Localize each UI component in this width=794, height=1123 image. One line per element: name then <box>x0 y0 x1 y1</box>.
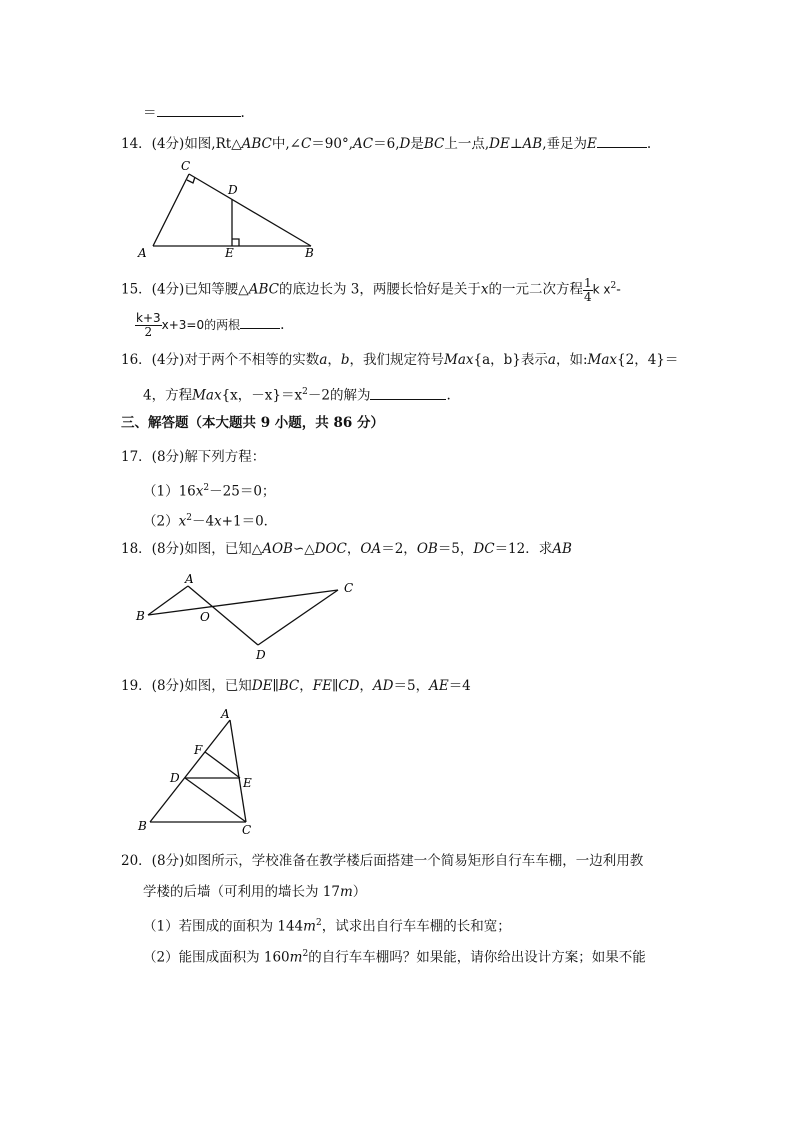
q17-part1: $(1)16x^2-25=0$； <box>143 483 276 500</box>
q15-line1: 15．(4分)已知等腰△ABC的底边长为 3，两腰长恰好是关于x的一元二次方程 $\frac{1}{4}$ k $x^2-$ <box>121 275 621 304</box>
q20-part2: （2）能围成面积为 $160m^2$的自行车车棚吗？如果能，请你给出设计方案；如果不能 <box>143 949 646 966</box>
fig-label-c: C <box>242 823 252 837</box>
fraction-one-quarter: $\frac{1}{4}$ <box>583 275 592 304</box>
fig-label-e: E <box>243 776 252 790</box>
fig-label-b: B <box>138 819 147 833</box>
q16-line1: 16．(4分)对于两个不相等的实数a，b，我们规定符号Max{a，b}表示a，如:Max{2，4}＝ <box>121 352 679 368</box>
fig-label-a: A <box>138 246 147 260</box>
q17-part2: $(2)x^2-4x+1=0$． <box>143 513 278 530</box>
fig-label-e: E <box>225 246 234 260</box>
answer-blank <box>597 135 647 148</box>
q19-text: 19．(8分)如图，已知DE∥BC，FE∥CD，AD＝5，AE＝4 <box>121 678 471 694</box>
q18-text: 18．(8分)如图，已知△AOB∽△DOC，OA＝2，OB＝5，DC＝12．求AB <box>121 541 572 557</box>
q14-figure <box>135 158 335 262</box>
q20-line1: 20．(8分)如图所示，学校准备在教学楼后面搭建一个简易矩形自行车车棚，一边利用教 <box>121 853 644 869</box>
fig-label-f: F <box>194 743 203 757</box>
answer-blank <box>157 104 241 117</box>
fig-label-d: D <box>228 183 238 197</box>
fig-label-a: A <box>221 707 230 721</box>
q17-text: 17．(8分)解下列方程： <box>121 449 266 465</box>
fig-label-b: B <box>305 246 314 260</box>
q13-tail: ＝ . <box>143 105 245 121</box>
fig-label-d: D <box>170 771 180 785</box>
section-heading: 三、解答题（本大题共 9 小题，共 86 分） <box>121 415 384 431</box>
fraction-k3-over-2: $\frac{k+3}{2}$ <box>136 311 161 339</box>
fig-label-d: D <box>256 648 266 662</box>
fig-label-c: C <box>181 159 191 173</box>
answer-blank <box>240 316 280 329</box>
fig-label-a: A <box>185 572 194 586</box>
answer-blank <box>370 387 446 400</box>
fig-label-b: B <box>136 609 145 623</box>
fig-label-o: O <box>200 610 210 624</box>
q14-text: 14．(4分)如图,Rt△ABC中,∠C＝90°,AC＝6,D是BC上一点,DE⊥AB,垂足为E . <box>121 136 652 152</box>
q18-figure <box>130 568 370 664</box>
fig-label-c: C <box>344 581 354 595</box>
q16-line2: 4，方程Max{x，$-x\}=x^2-2$的解为 . <box>143 387 451 404</box>
q20-part1: （1）若围成的面积为 $144m^2$，试求出自行车车棚的长和宽； <box>143 918 511 935</box>
q19-figure <box>134 706 264 838</box>
q20-line2: 学楼的后墙（可利用的墙长为 17m） <box>143 884 367 900</box>
q15-line2: $\frac{k+3}{2}$ x+3=0的两根 . <box>136 311 285 339</box>
